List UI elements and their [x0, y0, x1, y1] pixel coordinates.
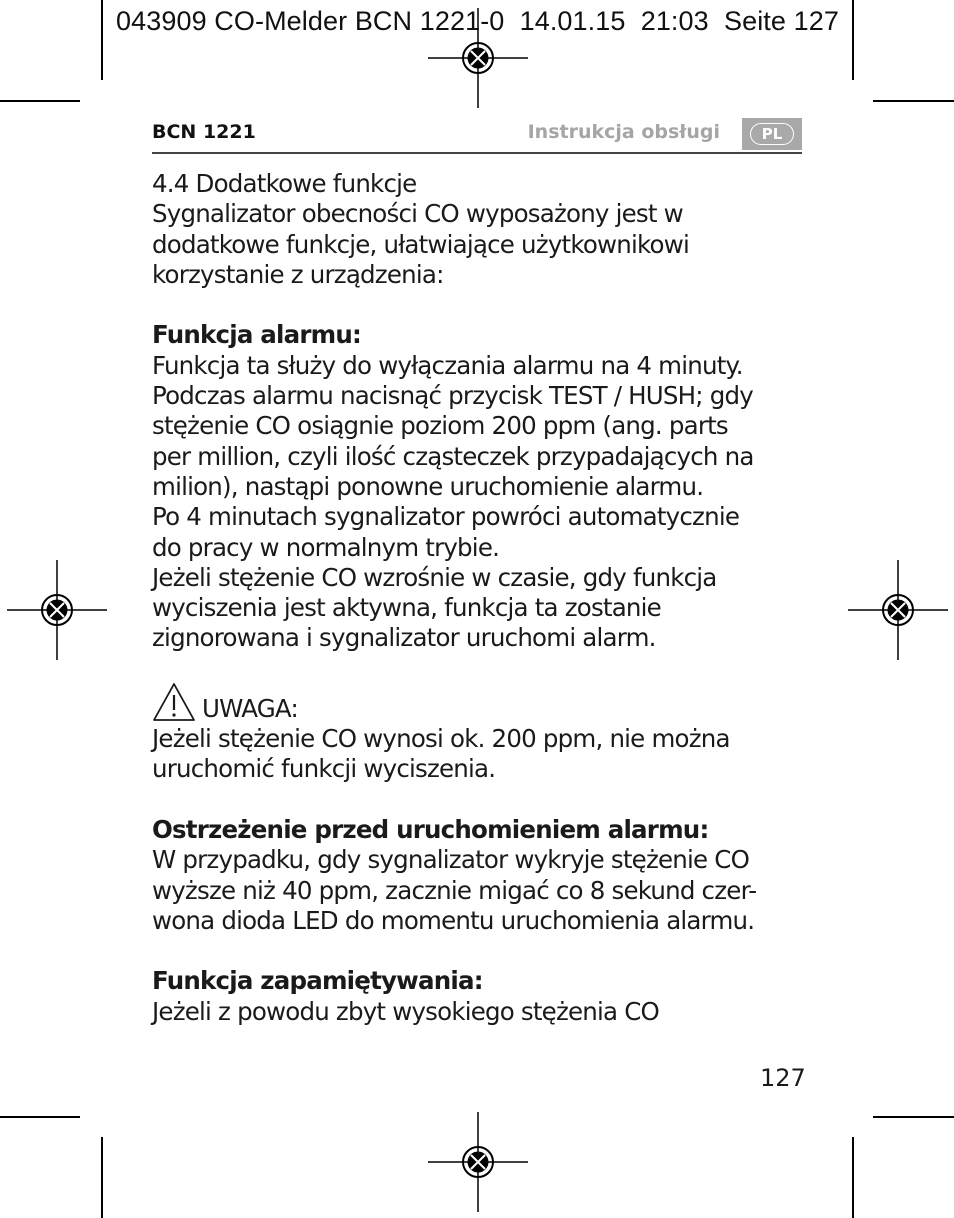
paragraph-gap	[152, 290, 812, 320]
language-badge	[742, 118, 802, 150]
registration-mark-icon	[7, 560, 107, 660]
body-line: milion), nastąpi ponowne uruchomienie alarmu.	[152, 471, 704, 501]
body-line: Jeżeli stężenie CO wynosi ok. 200 ppm, nie można	[152, 724, 730, 754]
body-line: do pracy w normalnym trybie.	[152, 532, 500, 562]
crop-mark	[852, 0, 854, 80]
registration-mark-icon	[428, 1112, 528, 1212]
header-divider	[152, 152, 802, 154]
crop-mark	[101, 0, 103, 80]
registration-mark-icon	[848, 560, 948, 660]
document-type: Instrukcja obsługi	[527, 121, 720, 143]
body-line: per million, czyli ilość cząsteczek przypadających na	[152, 441, 754, 471]
body-line: wyższe niż 40 ppm, zacznie migać co 8 sekund czer-	[152, 875, 757, 905]
print-slug: 043909 CO-Melder BCN 1221-0 14.01.15 21:03 Seite 127	[116, 6, 839, 36]
body-line: Funkcja ta służy do wyłączania alarmu na 4 minuty.	[152, 350, 743, 380]
body-line: wona dioda LED do momentu uruchomienia alarmu.	[152, 905, 755, 935]
crop-mark	[873, 1116, 954, 1118]
page-body	[152, 169, 812, 1027]
page-number: 127	[760, 1064, 806, 1092]
running-header	[152, 118, 802, 152]
language-badge-label: PL	[750, 123, 794, 145]
crop-mark	[0, 100, 80, 102]
body-line: Podczas alarmu nacisnąć przycisk TEST / HUSH; gdy	[152, 381, 753, 411]
crop-mark	[852, 1137, 854, 1218]
crop-mark	[101, 1137, 103, 1218]
subsection-title: Funkcja zapamiętywania:	[152, 966, 483, 996]
body-line: dodatkowe funkcje, ułatwiające użytkownikowi	[152, 229, 689, 259]
paragraph-gap	[152, 936, 812, 966]
body-line: wyciszenia jest aktywna, funkcja ta zostanie	[152, 593, 661, 623]
body-line: uruchomić funkcji wyciszenia.	[152, 754, 496, 784]
section-heading: 4.4 Dodatkowe funkcje	[152, 169, 417, 198]
body-line: korzystanie z urządzenia:	[152, 259, 444, 289]
warning-label: UWAGA:	[202, 693, 298, 723]
warning-triangle-icon	[152, 682, 196, 722]
body-line: stężenie CO osiągnie poziom 200 ppm (ang. parts	[152, 411, 728, 441]
paragraph-gap	[152, 785, 812, 815]
crop-mark	[873, 100, 954, 102]
subsection-title: Ostrzeżenie przed uruchomieniem alarmu:	[152, 814, 709, 844]
body-line: Sygnalizator obecności CO wyposażony jest w	[152, 199, 683, 229]
body-line: Jeżeli z powodu zbyt wysokiego stężenia CO	[152, 996, 660, 1026]
paragraph-gap	[152, 654, 812, 684]
registration-mark-icon	[428, 8, 528, 108]
model-name: BCN 1221	[152, 121, 256, 143]
body-line: Jeżeli stężenie CO wzrośnie w czasie, gdy funkcja	[152, 562, 717, 592]
crop-mark	[0, 1116, 80, 1118]
subsection-title: Funkcja alarmu:	[152, 320, 361, 350]
warning-heading	[152, 684, 812, 724]
body-line: W przypadku, gdy sygnalizator wykryje stężenie CO	[152, 845, 750, 875]
body-line: Po 4 minutach sygnalizator powróci automatycznie	[152, 502, 740, 532]
body-line: zignorowana i sygnalizator uruchomi alarm.	[152, 623, 656, 653]
